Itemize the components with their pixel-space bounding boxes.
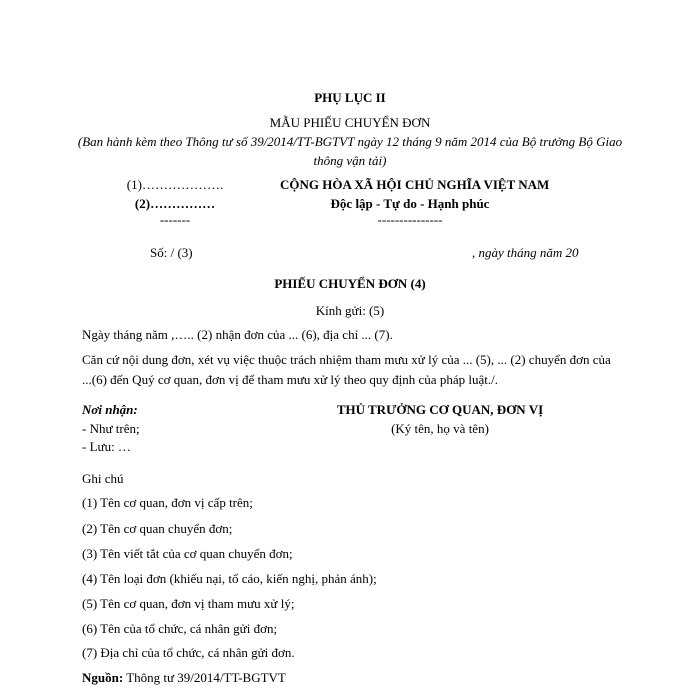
note-item: (5) Tên cơ quan, đơn vị tham mưu xử lý; (82, 596, 295, 611)
source-line (82, 670, 286, 686)
source-label: Nguồn: (82, 670, 124, 685)
appendix-title: PHỤ LỤC II (314, 90, 386, 105)
notes-title: Ghi chú (82, 471, 124, 486)
note-item: (2) Tên cơ quan chuyển đơn; (82, 521, 233, 536)
agency-divider: ------- (159, 212, 191, 227)
national-motto: Độc lập - Tự do - Hạnh phúc (330, 196, 490, 211)
issuing-agency-parent: (1)………………. (126, 177, 224, 192)
national-title: CỘNG HÒA XÃ HỘI CHỦ NGHĨA VIỆT NAM (280, 177, 550, 192)
issuing-agency: (2)…………… (134, 196, 216, 211)
source-value: Thông tư 39/2014/TT-BGTVT (126, 670, 286, 685)
signature-note: (Ký tên, họ và tên) (391, 421, 489, 436)
receiver-item: - Lưu: … (82, 439, 131, 454)
issued-note: (Ban hành kèm theo Thông tư số 39/2014/TT-BGTVT ngày 12 tháng 9 năm 2014 của Bộ trưởng Bộ Giao thông vận tải) (77, 134, 623, 168)
note-item: (7) Địa chỉ của tổ chức, cá nhân gửi đơn. (82, 645, 295, 660)
document-number: Số: / (3) (150, 245, 193, 260)
recipient-line: Kính gửi: (5) (315, 303, 385, 318)
note-item: (3) Tên viết tắt của cơ quan chuyển đơn; (82, 546, 293, 561)
receiver-item: - Như trên; (82, 421, 140, 436)
note-item: (1) Tên cơ quan, đơn vị cấp trên; (82, 495, 253, 510)
body-paragraph-2: Căn cứ nội dung đơn, xét vụ việc thuộc trách nhiệm tham mưu xử lý của ... (5), ... (2) chuyển đơn của ...(6) đến Quý cơ quan, đơn vị để tham mưu xử lý theo quy định của pháp luật./. (82, 352, 611, 387)
document-title: PHIẾU CHUYỂN ĐƠN (4) (274, 276, 426, 291)
body-paragraph-1: Ngày tháng năm ,….. (2) nhận đơn của ... (6), địa chỉ ... (7). (82, 327, 393, 342)
signature-title: THỦ TRƯỞNG CƠ QUAN, ĐƠN VỊ (336, 402, 544, 417)
document-date: , ngày tháng năm 20 (472, 245, 579, 260)
note-item: (4) Tên loại đơn (khiếu nại, tố cáo, kiến nghị, phản ánh); (82, 571, 377, 586)
motto-divider: --------------- (377, 212, 443, 227)
form-title: MẪU PHIẾU CHUYỂN ĐƠN (269, 115, 431, 130)
receivers-label: Nơi nhận: (82, 402, 138, 417)
note-item: (6) Tên của tổ chức, cá nhân gửi đơn; (82, 621, 278, 636)
